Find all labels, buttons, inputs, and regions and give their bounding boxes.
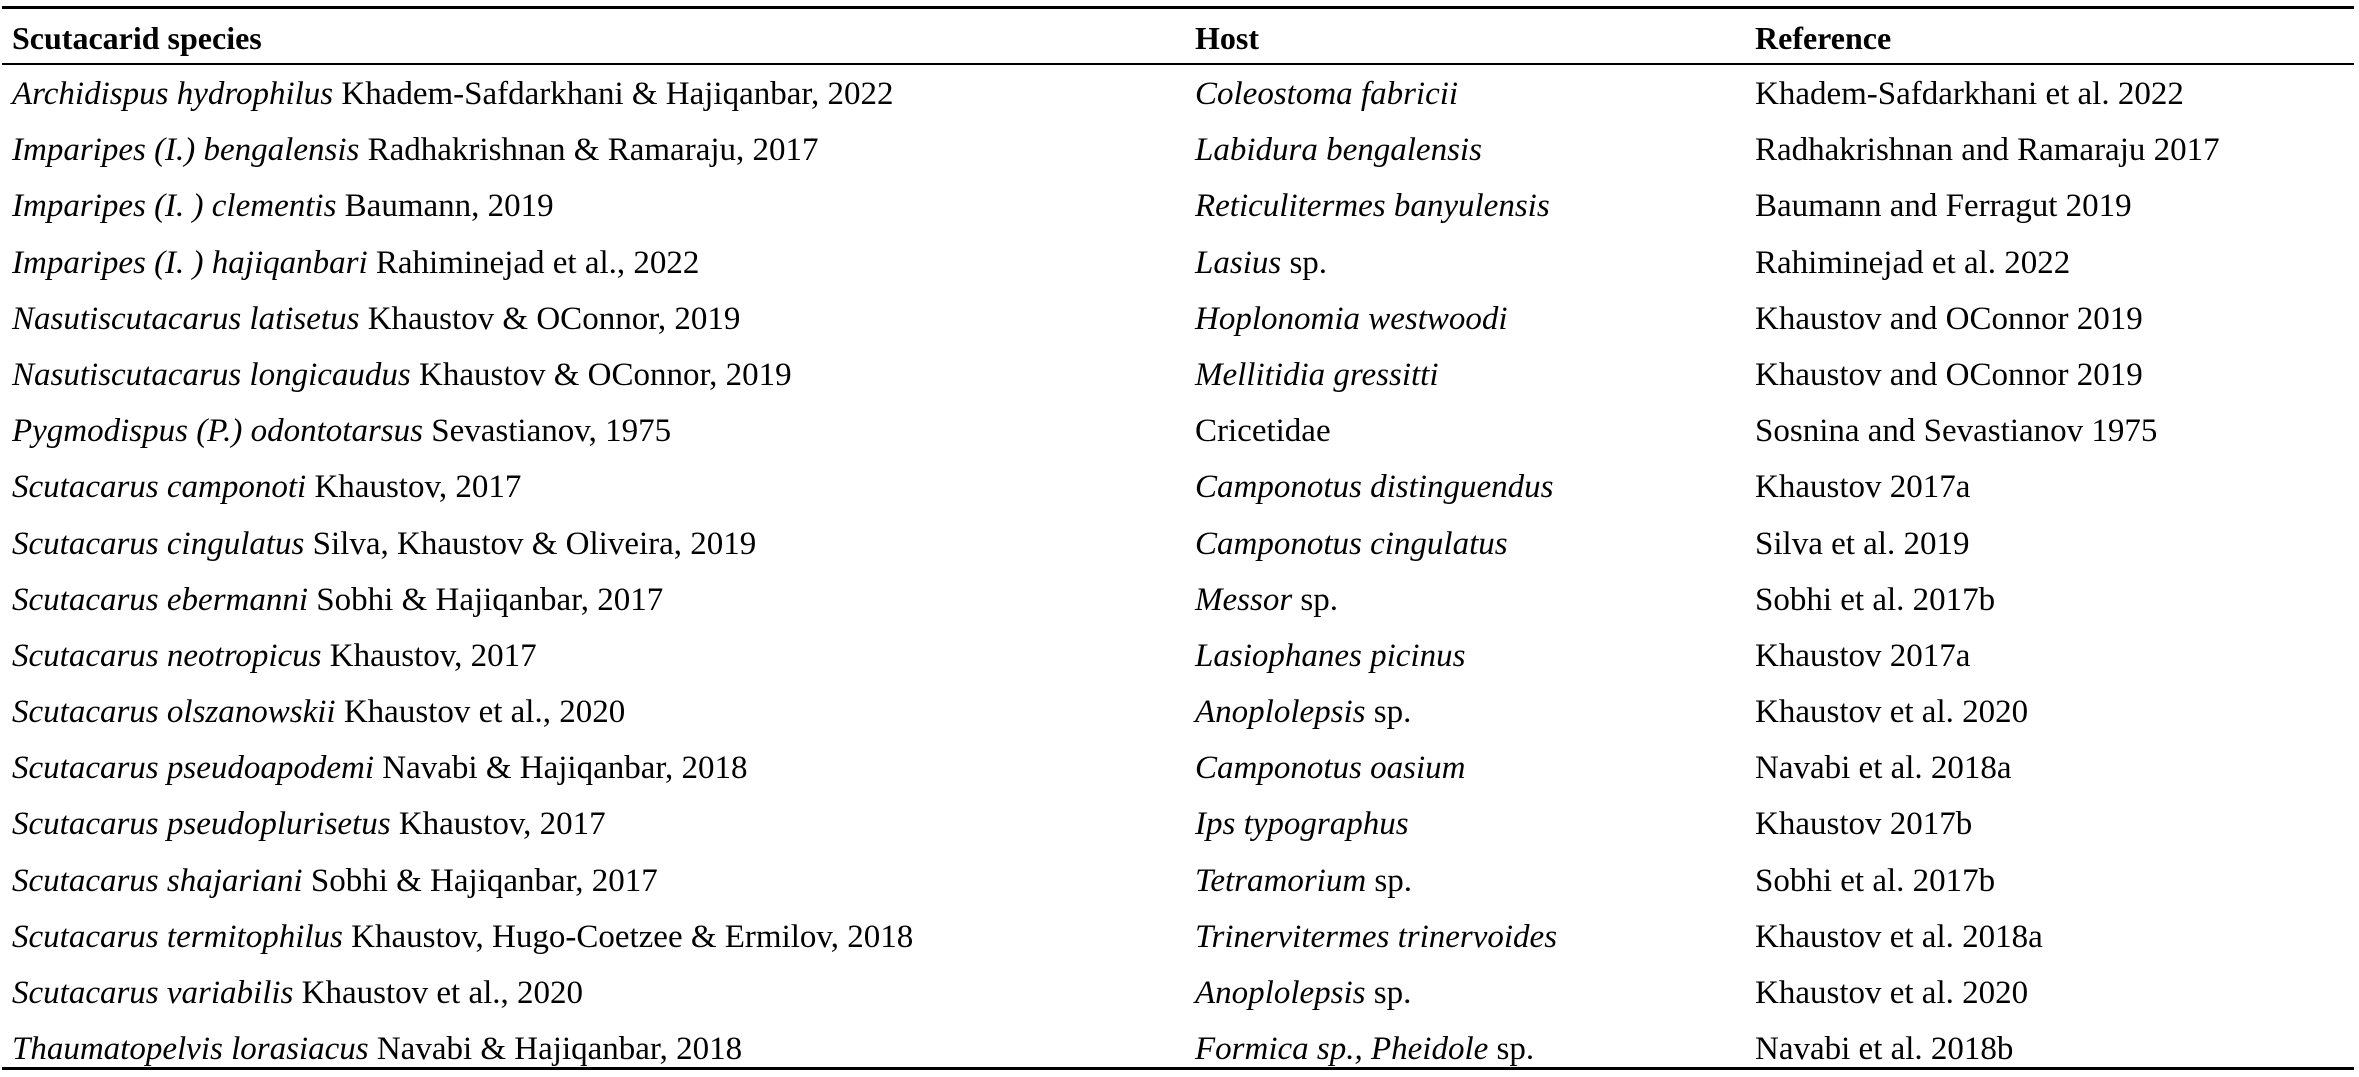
species-author: Sobhi & Hajiqanbar, 2017 <box>310 862 658 899</box>
host-qualifier: sp. <box>1374 862 1412 899</box>
species-cell <box>12 353 792 397</box>
reference-cell: Navabi et al. 2018b <box>1755 1031 2014 1068</box>
species-author: Khaustov, Hugo-Coetzee & Ermilov, 2018 <box>351 918 914 955</box>
species-author: Khaustov & OConnor, 2019 <box>367 300 741 337</box>
species-name: Scutacarus cingulatus <box>12 525 305 562</box>
table-row <box>0 684 2359 740</box>
host-cell <box>1195 971 1411 1015</box>
host-cell <box>1195 690 1411 734</box>
species-name: Scutacarus shajariani <box>12 862 303 899</box>
table-row <box>0 122 2359 178</box>
table-row <box>0 66 2359 122</box>
table-row <box>0 965 2359 1021</box>
host-cell <box>1195 634 1465 678</box>
reference-cell: Radhakrishnan and Ramaraju 2017 <box>1755 132 2220 169</box>
host-cell <box>1195 409 1331 453</box>
header-species: Scutacarid species <box>12 20 262 56</box>
species-cell <box>12 72 894 116</box>
reference-cell: Khadem-Safdarkhani et al. 2022 <box>1755 76 2184 112</box>
species-name: Nasutiscutacarus latisetus <box>12 300 360 337</box>
species-author: Khaustov et al., 2020 <box>301 975 584 1011</box>
species-cell <box>12 634 537 678</box>
species-name: Scutacarus pseudoplurisetus <box>12 806 391 843</box>
species-cell <box>12 297 740 341</box>
table-row <box>0 628 2359 684</box>
table-row <box>0 909 2359 965</box>
species-cell <box>12 409 671 453</box>
table-top-rule <box>2 6 2354 9</box>
host-name: Lasiophanes picinus <box>1195 637 1466 674</box>
host-cell <box>1195 522 1508 566</box>
species-name: Imparipes (I. ) hajiqanbari <box>12 244 368 281</box>
species-name: Nasutiscutacarus longicaudus <box>12 356 411 393</box>
reference-cell: Khaustov and OConnor 2019 <box>1755 356 2143 393</box>
table-row <box>0 572 2359 628</box>
host-cell <box>1195 353 1439 397</box>
species-author: Sevastianov, 1975 <box>431 413 672 450</box>
reference-cell: Khaustov et al. 2020 <box>1755 694 2029 731</box>
species-author: Radhakrishnan & Ramaraju, 2017 <box>367 132 819 169</box>
species-cell <box>12 522 756 566</box>
host-cell <box>1195 859 1412 903</box>
species-author: Khaustov et al., 2020 <box>343 694 626 731</box>
table-row <box>0 516 2359 572</box>
species-name: Scutacarus pseudoapodemi <box>12 750 375 787</box>
species-name: Scutacarus camponoti <box>12 469 307 506</box>
host-name: Camponotus cingulatus <box>1195 525 1508 562</box>
host-name: Messor <box>1195 581 1293 618</box>
reference-cell: Navabi et al. 2018a <box>1755 750 2012 787</box>
species-cell <box>12 802 606 846</box>
host-cell <box>1195 746 1465 790</box>
species-name: Scutacarus variabilis <box>12 975 294 1011</box>
table-row <box>0 796 2359 852</box>
table-row <box>0 235 2359 291</box>
host-name: Camponotus oasium <box>1195 750 1466 787</box>
species-author: Navabi & Hajiqanbar, 2018 <box>376 1031 743 1068</box>
host-cell <box>1195 578 1338 622</box>
reference-cell: Khaustov 2017b <box>1755 806 1973 843</box>
species-cell <box>12 1027 742 1071</box>
table-bottom-rule <box>2 1067 2354 1070</box>
species-cell <box>12 465 521 509</box>
species-author: Khaustov, 2017 <box>314 469 522 506</box>
species-cell <box>12 690 625 734</box>
species-author: Khaustov & OConnor, 2019 <box>419 356 792 393</box>
species-name: Scutacarus olszanowskii <box>12 694 336 731</box>
species-name: Archidispus hydrophilus <box>12 76 334 112</box>
species-author: Sobhi & Hajiqanbar, 2017 <box>316 581 664 618</box>
host-name: Reticulitermes banyulensis <box>1195 188 1550 225</box>
species-cell <box>12 184 554 228</box>
host-name: Tetramorium <box>1195 862 1367 899</box>
host-qualifier: sp. <box>1496 1031 1535 1068</box>
species-name: Pygmodispus (P.) odontotarsus <box>12 413 423 450</box>
table-header-row <box>0 10 2359 62</box>
table-row <box>0 740 2359 796</box>
species-author: Khaustov, 2017 <box>329 637 537 674</box>
species-name: Scutacarus neotropicus <box>12 637 322 674</box>
header-host: Host <box>1195 20 1259 56</box>
species-name: Scutacarus ebermanni <box>12 581 309 618</box>
species-cell <box>12 746 748 790</box>
reference-cell: Baumann and Ferragut 2019 <box>1755 188 2132 225</box>
reference-cell: Khaustov et al. 2020 <box>1755 975 2029 1011</box>
species-author: Silva, Khaustov & Oliveira, 2019 <box>312 525 757 562</box>
table-row <box>0 291 2359 347</box>
host-name: Hoplonomia westwoodi <box>1195 300 1508 337</box>
host-cell <box>1195 241 1327 285</box>
table-row <box>0 403 2359 459</box>
species-author: Khadem-Safdarkhani & Hajiqanbar, 2022 <box>341 76 894 112</box>
species-name: Thaumatopelvis lorasiacus <box>12 1031 369 1068</box>
host-name: Coleostoma fabricii <box>1195 76 1459 112</box>
species-author: Navabi & Hajiqanbar, 2018 <box>382 750 748 787</box>
reference-cell: Sosnina and Sevastianov 1975 <box>1755 413 2158 450</box>
table-row <box>0 853 2359 909</box>
species-author: Rahiminejad et al., 2022 <box>375 244 700 281</box>
species-author: Khaustov, 2017 <box>398 806 606 843</box>
species-cell <box>12 578 663 622</box>
table-row <box>0 459 2359 515</box>
host-name: Mellitidia gressitti <box>1195 356 1439 393</box>
host-cell <box>1195 297 1508 341</box>
table-header-rule <box>2 63 2354 65</box>
species-cell <box>12 971 583 1015</box>
table-body <box>0 66 2359 1077</box>
reference-cell: Rahiminejad et al. 2022 <box>1755 244 2071 281</box>
host-cell <box>1195 184 1550 228</box>
species-name: Imparipes (I.) bengalensis <box>12 132 360 169</box>
host-name: Camponotus distinguendus <box>1195 469 1554 506</box>
host-name: Trinervitermes trinervoides <box>1195 918 1558 955</box>
host-cell <box>1195 802 1409 846</box>
species-cell <box>12 128 819 172</box>
host-name: Anoplolepsis <box>1195 694 1366 731</box>
reference-cell: Khaustov 2017a <box>1755 637 1971 674</box>
host-name: Lasius <box>1195 244 1282 281</box>
host-name: Ips typographus <box>1195 806 1409 843</box>
reference-cell: Sobhi et al. 2017b <box>1755 581 1996 618</box>
host-qualifier: sp. <box>1373 694 1412 731</box>
reference-cell: Khaustov 2017a <box>1755 469 1971 506</box>
host-cell <box>1195 128 1482 172</box>
host-qualifier: sp. <box>1373 975 1412 1011</box>
host-qualifier: sp. <box>1289 244 1328 281</box>
species-name: Scutacarus termitophilus <box>12 918 343 955</box>
host-qualifier: sp. <box>1300 581 1339 618</box>
reference-cell: Sobhi et al. 2017b <box>1755 862 1996 899</box>
species-cell <box>12 915 913 959</box>
table-row <box>0 178 2359 234</box>
species-cell <box>12 241 699 285</box>
header-reference: Reference <box>1755 20 1892 56</box>
host-name: Labidura bengalensis <box>1195 132 1482 169</box>
table-row <box>0 347 2359 403</box>
host-cell <box>1195 465 1553 509</box>
host-qualifier: Cricetidae <box>1195 413 1331 450</box>
host-cell <box>1195 72 1458 116</box>
species-cell <box>12 859 658 903</box>
reference-cell: Silva et al. 2019 <box>1755 525 1970 562</box>
reference-cell: Khaustov and OConnor 2019 <box>1755 300 2143 337</box>
host-cell <box>1195 1027 1534 1071</box>
reference-cell: Khaustov et al. 2018a <box>1755 918 2043 955</box>
host-name: Anoplolepsis <box>1195 975 1366 1011</box>
host-name: Formica sp., Pheidole <box>1195 1031 1489 1068</box>
host-cell <box>1195 915 1557 959</box>
species-name: Imparipes (I. ) clementis <box>12 188 337 225</box>
species-author: Baumann, 2019 <box>344 188 554 225</box>
